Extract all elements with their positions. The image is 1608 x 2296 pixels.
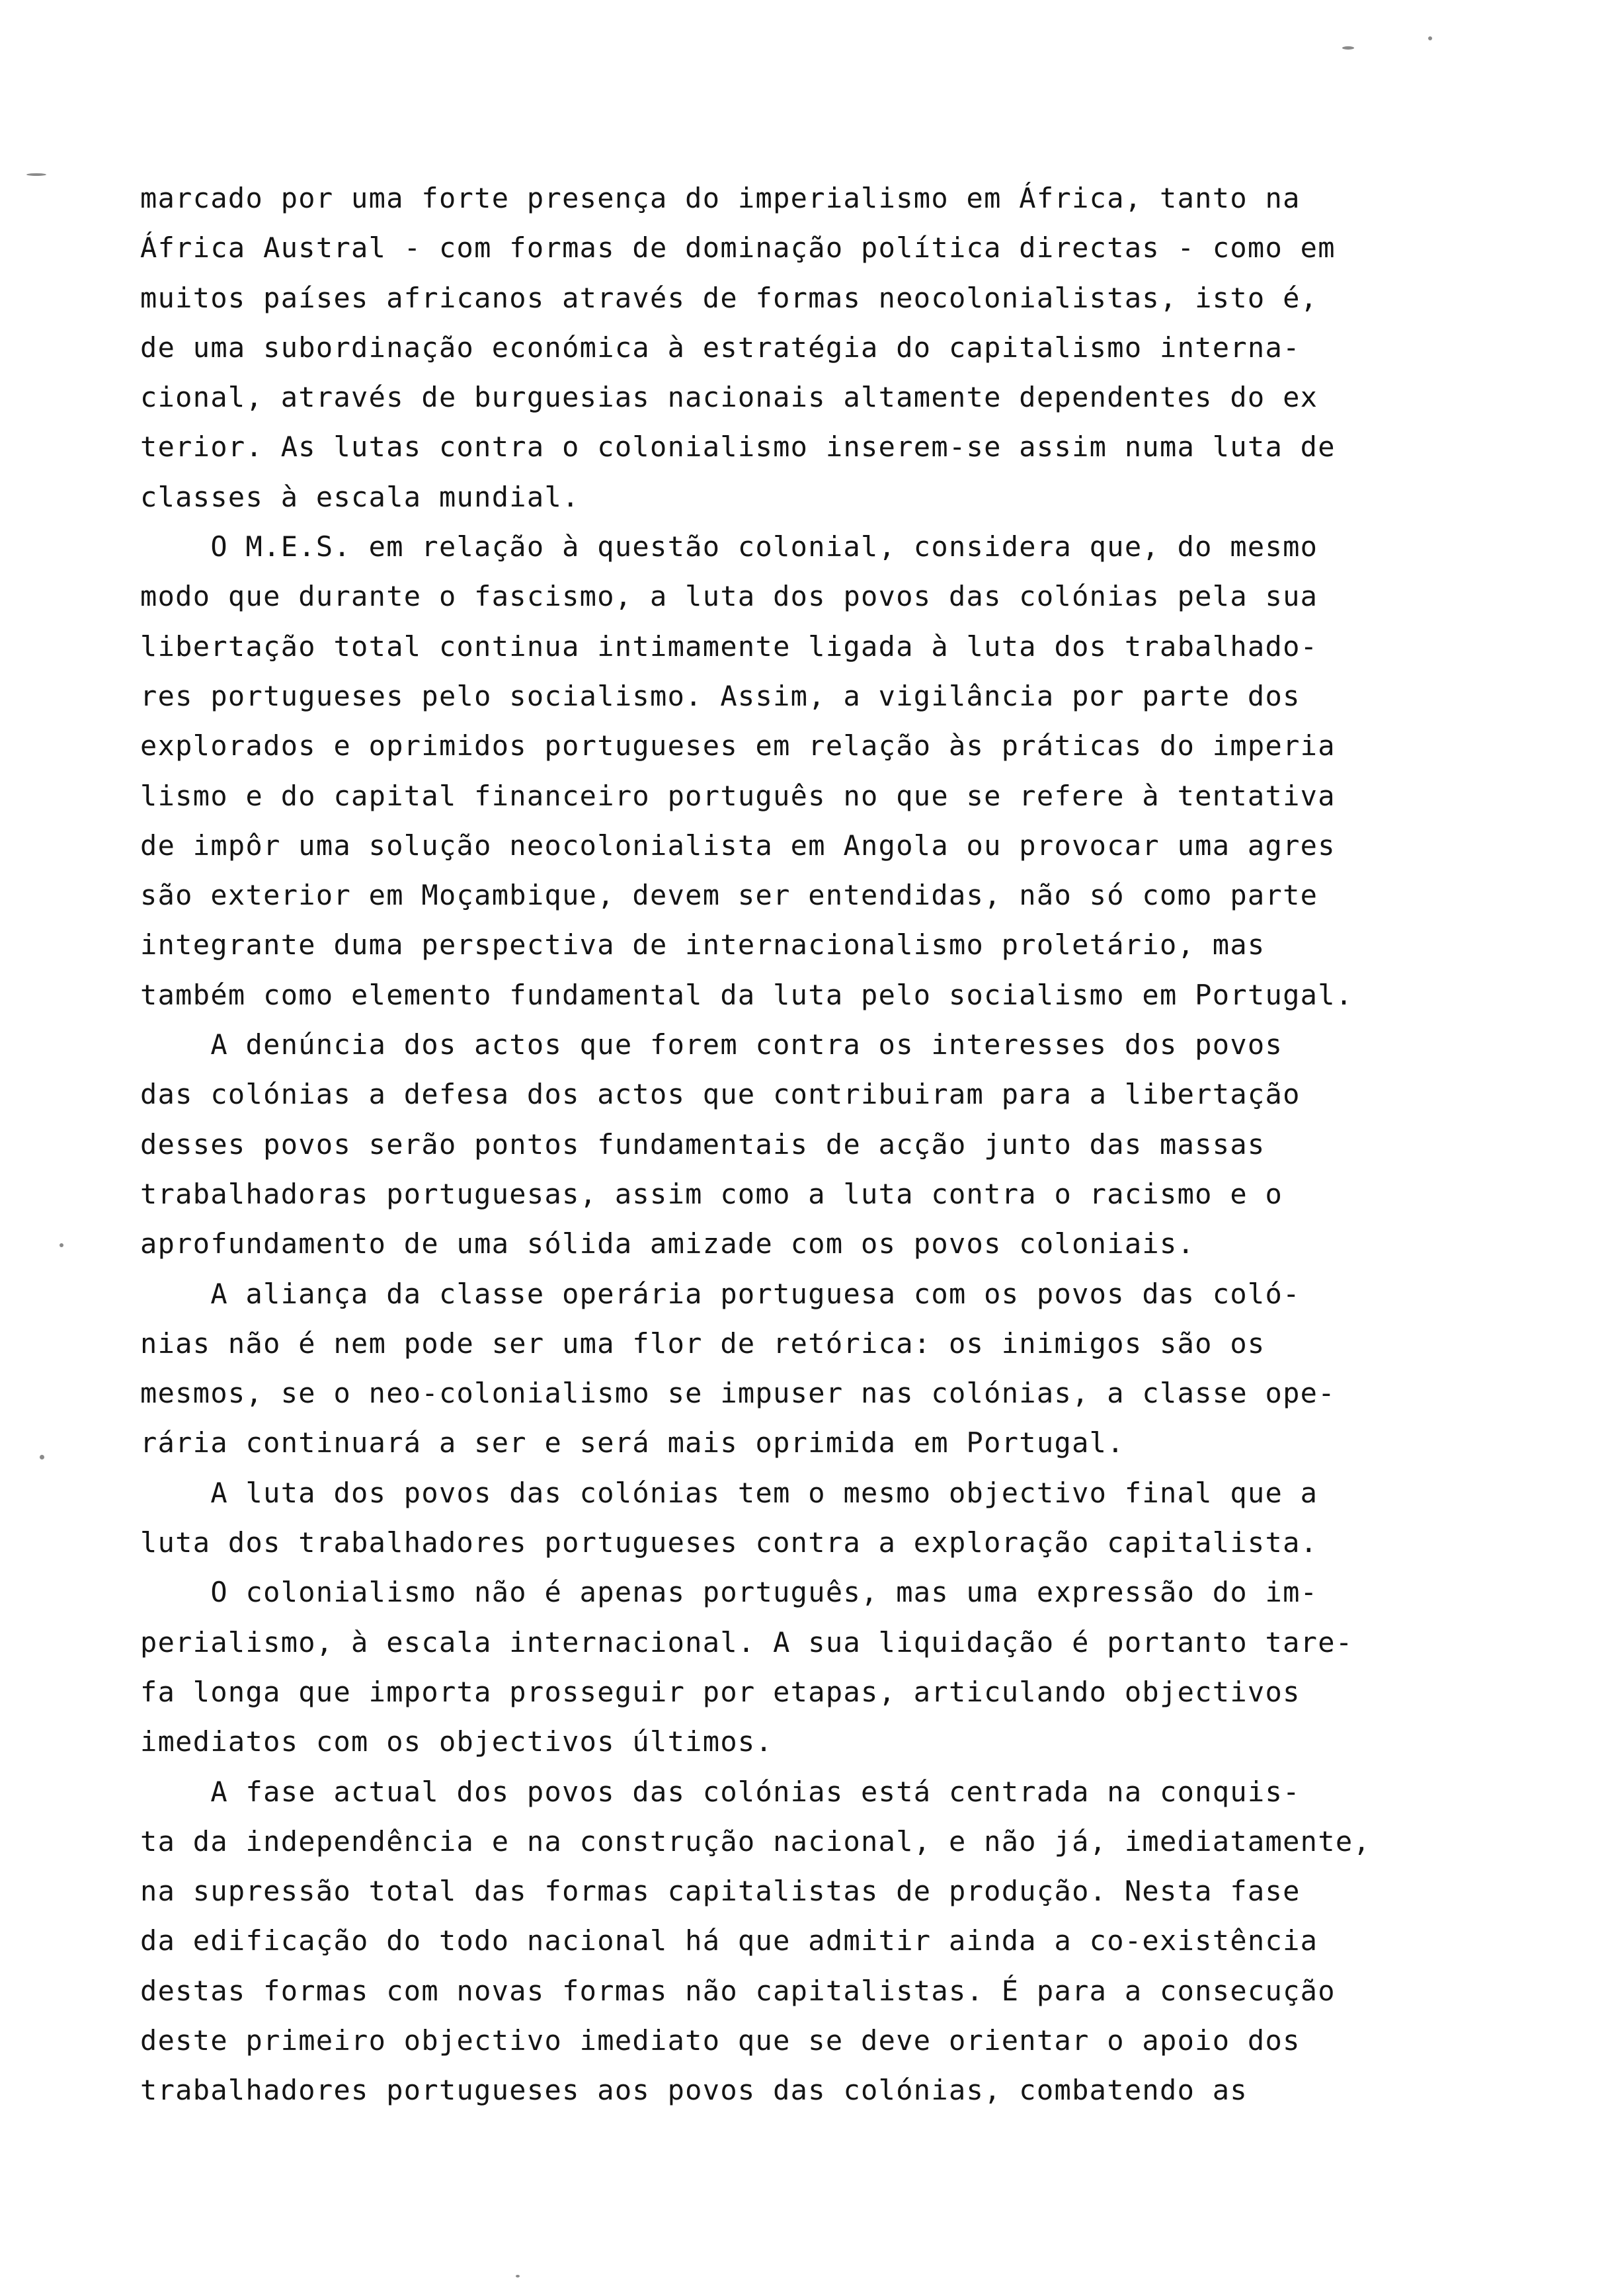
scan-speck [26, 173, 46, 176]
text-line: imediatos com os objectivos últimos. [140, 1725, 774, 1758]
text-line: luta dos trabalhadores portugueses contra a exploração capitalista. [140, 1526, 1318, 1559]
text-line: de uma subordinação económica à estratégia do capitalismo interna- [140, 331, 1301, 364]
scan-speck [1428, 36, 1432, 40]
text-line: mesmos, se o neo-colonialismo se impuser nas colónias, a classe ope- [140, 1377, 1336, 1410]
text-line: cional, através de burguesias nacionais altamente dependentes do ex [140, 381, 1318, 414]
text-line: modo que durante o fascismo, a luta dos povos das colónias pela sua [140, 580, 1318, 613]
text-line: desses povos serão pontos fundamentais de acção junto das massas [140, 1128, 1266, 1161]
text-line: da edificação do todo nacional há que admitir ainda a co-existência [140, 1924, 1318, 1957]
text-line: A denúncia dos actos que forem contra os interesses dos povos [140, 1028, 1283, 1061]
text-line: deste primeiro objectivo imediato que se deve orientar o apoio dos [140, 2024, 1301, 2057]
scan-speck [516, 2275, 520, 2277]
scan-speck [1342, 46, 1354, 50]
text-line: O colonialismo não é apenas português, mas uma expressão do im- [140, 1576, 1318, 1609]
text-line: muitos países africanos através de formas neocolonialistas, isto é, [140, 281, 1318, 314]
text-line: A luta dos povos das colónias tem o mesmo objectivo final que a [140, 1476, 1318, 1509]
text-line: das colónias a defesa dos actos que contribuiram para a libertação [140, 1078, 1301, 1111]
text-line: África Austral - com formas de dominação política directas - como em [140, 231, 1336, 265]
text-line: destas formas com novas formas não capitalistas. É para a consecução [140, 1974, 1336, 2007]
body-text [140, 173, 1542, 2115]
text-line: lismo e do capital financeiro português no que se refere à tentativa [140, 779, 1336, 812]
text-line: O M.E.S. em relação à questão colonial, considera que, do mesmo [140, 530, 1318, 563]
text-line: trabalhadoras portuguesas, assim como a luta contra o racismo e o [140, 1177, 1283, 1210]
text-line: explorados e oprimidos portugueses em relação às práticas do imperia [140, 729, 1336, 762]
text-line: na supressão total das formas capitalistas de produção. Nesta fase [140, 1875, 1301, 1908]
text-line: de impôr uma solução neocolonialista em Angola ou provocar uma agres [140, 829, 1336, 862]
text-line: terior. As lutas contra o colonialismo inserem-se assim numa luta de [140, 430, 1336, 464]
text-line: res portugueses pelo socialismo. Assim, a vigilância por parte dos [140, 679, 1301, 712]
text-line: também como elemento fundamental da luta pelo socialismo em Portugal. [140, 978, 1353, 1011]
text-line: marcado por uma forte presença do imperialismo em África, tanto na [140, 182, 1301, 214]
text-line: ta da independência e na construção nacional, e não já, imediatamente, [140, 1824, 1371, 1858]
text-line: A aliança da classe operária portuguesa com os povos das coló- [140, 1277, 1301, 1310]
text-line: integrante duma perspectiva de internacionalismo proletário, mas [140, 928, 1266, 962]
text-line: aprofundamento de uma sólida amizade com os povos coloniais. [140, 1227, 1195, 1260]
scan-speck [60, 1243, 63, 1247]
text-line: nias não é nem pode ser uma flor de retórica: os inimigos são os [140, 1327, 1266, 1360]
text-line: fa longa que importa prosseguir por etapas, articulando objectivos [140, 1675, 1301, 1708]
text-line: trabalhadores portugueses aos povos das colónias, combatendo as [140, 2074, 1248, 2107]
text-line: são exterior em Moçambique, devem ser entendidas, não só como parte [140, 879, 1318, 912]
text-line: libertação total continua intimamente ligada à luta dos trabalhado- [140, 630, 1318, 663]
text-line: rária continuará a ser e será mais oprimida em Portugal. [140, 1426, 1125, 1459]
scan-speck [40, 1455, 44, 1459]
text-line: perialismo, à escala internacional. A sua liquidação é portanto tare- [140, 1625, 1353, 1659]
text-line: classes à escala mundial. [140, 480, 580, 513]
text-line: A fase actual dos povos das colónias está centrada na conquis- [140, 1775, 1301, 1808]
